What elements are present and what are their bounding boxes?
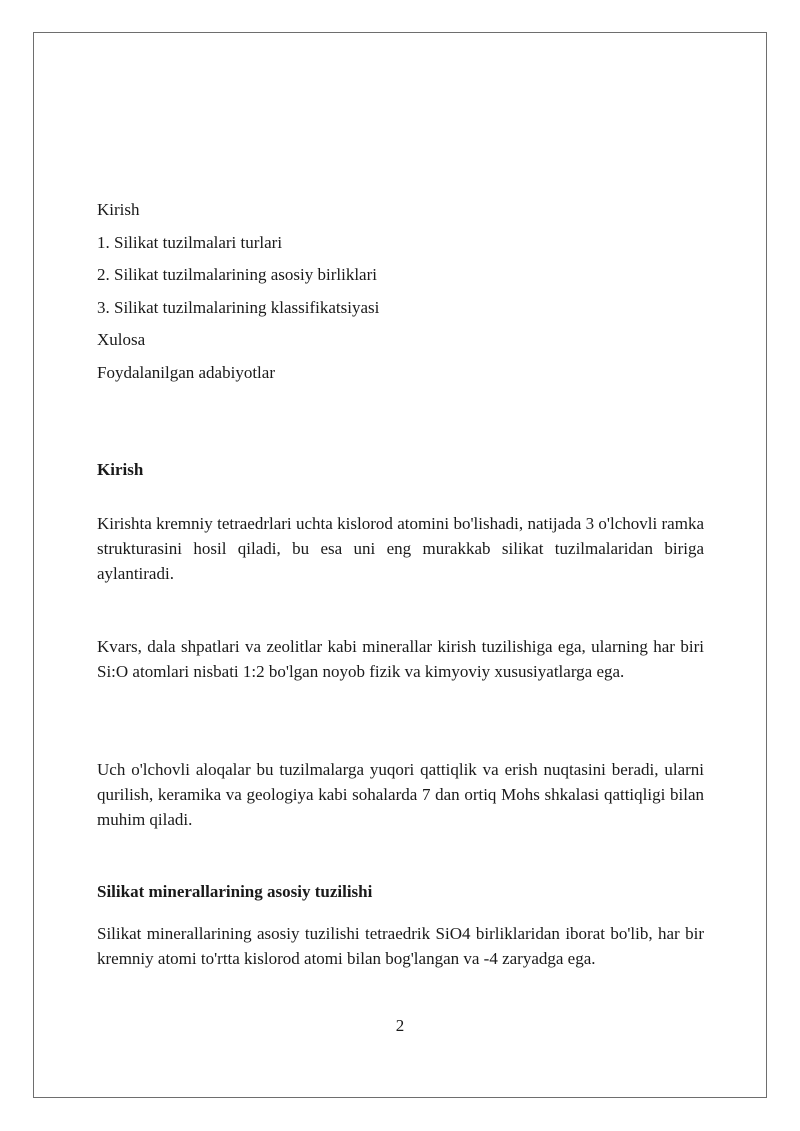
- basic-structure-heading: Silikat minerallarining asosiy tuzilishi: [97, 882, 373, 901]
- toc-item-conclusion: Xulosa: [97, 330, 146, 350]
- intro-paragraph-3: Uch o'lchovli aloqalar bu tuzilmalarga yuqori qattiqlik va erish nuqtasini beradi, ularni qurilish, keramika va geologiya kabi sohalarda 7 dan ortiq Mohs shkalasi qattiqligi bilan muhim qiladi.: [97, 760, 704, 829]
- basic-structure-paragraph-1: Silikat minerallarining asosiy tuzilishi tetraedrik SiO4 birliklaridan iborat bo'lib, har bir kremniy atomi to'rtta kislorod atomi bilan bog'langan va -4 zaryadga ega.: [97, 924, 704, 968]
- toc-item-section-2: 2. Silikat tuzilmalarining asosiy birliklari: [97, 265, 377, 285]
- page-number: 2: [395, 1016, 405, 1035]
- toc-item-intro: Kirish: [97, 200, 140, 219]
- toc-item-section-3: 3. Silikat tuzilmalarining klassifikatsiyasi: [97, 297, 380, 317]
- table-of-contents: [97, 199, 707, 395]
- intro-paragraph-2: Kvars, dala shpatlari va zeolitlar kabi minerallar kirish tuzilishiga ega, ularning har biri Si:O atomlari nisbati 1:2 bo'lgan noyob fizik va kimyoviy xususiyatlarga ega.: [97, 637, 704, 681]
- toc-item-references: Foydalanilgan adabiyotlar: [97, 362, 275, 382]
- intro-paragraph-1: Kirishta kremniy tetraedrlari uchta kislorod atomini bo'lishadi, natijada 3 o'lchovli ramka strukturasini hosil qiladi, bu esa uni eng murakkab silikat tuzilmalaridan biriga aylantiradi.: [97, 514, 704, 583]
- toc-item-section-1: 1. Silikat tuzilmalari turlari: [97, 232, 283, 252]
- intro-heading: Kirish: [97, 460, 144, 479]
